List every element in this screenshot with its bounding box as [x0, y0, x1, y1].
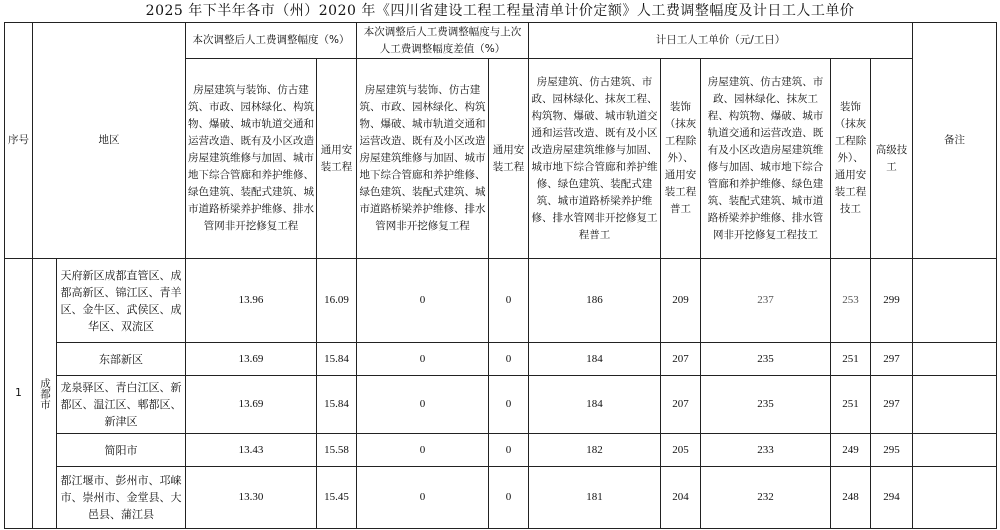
cell-daily-general: 184 — [529, 376, 661, 434]
cell-senior: 295 — [871, 434, 913, 467]
cell-diff-housing: 0 — [357, 434, 489, 467]
header-adjustment-group: 本次调整后人工费调整幅度（%） — [186, 23, 357, 59]
header-daily-wage-group: 计日工人工单价（元/工日） — [529, 23, 913, 59]
cell-deco-general: 207 — [661, 376, 701, 434]
table-row — [5, 259, 997, 343]
header-adj-housing: 房屋建筑与装饰、仿古建筑、市政、园林绿化、构筑物、爆破、城市轨道交通和运营改造、既有及小区改造房屋建筑维修与加固、城市地下综合管廊和养护维修、绿色建筑、装配式建筑、城市道路桥梁养护维修、排水管网非开挖修复工程 — [186, 59, 317, 259]
cell-senior: 299 — [871, 259, 913, 343]
cell-deco-skilled: 251 — [831, 376, 871, 434]
cell-adj-install: 15.84 — [317, 376, 357, 434]
cell-remark — [913, 259, 997, 343]
cell-senior: 297 — [871, 343, 913, 376]
cell-adj-install: 15.45 — [317, 467, 357, 529]
cell-daily-skilled: 235 — [701, 376, 831, 434]
cell-adj-housing: 13.30 — [186, 467, 317, 529]
cell-remark — [913, 467, 997, 529]
header-difference-group: 本次调整后人工费调整幅度与上次人工费调整幅度差值（%） — [357, 23, 529, 59]
table-row — [5, 434, 997, 467]
row-region: 天府新区成都直管区、成都高新区、锦江区、青羊区、金牛区、武侯区、成华区、双流区 — [57, 259, 186, 343]
row-city: 成都市 — [33, 259, 57, 529]
cell-daily-general: 186 — [529, 259, 661, 343]
header-region: 地区 — [33, 23, 186, 259]
header-row-groups — [5, 23, 997, 59]
cell-diff-housing: 0 — [357, 467, 489, 529]
header-diff-install: 通用安装工程 — [489, 59, 529, 259]
cell-remark — [913, 376, 997, 434]
cell-diff-install: 0 — [489, 434, 529, 467]
labor-cost-table — [4, 22, 997, 529]
cell-deco-skilled: 251 — [831, 343, 871, 376]
cell-remark — [913, 434, 997, 467]
cell-deco-general: 209 — [661, 259, 701, 343]
cell-daily-general: 182 — [529, 434, 661, 467]
cell-daily-skilled: 235 — [701, 343, 831, 376]
row-region: 龙泉驿区、青白江区、新都区、温江区、郫都区、新津区 — [57, 376, 186, 434]
cell-diff-housing: 0 — [357, 259, 489, 343]
cell-adj-install: 15.58 — [317, 434, 357, 467]
cell-senior: 297 — [871, 376, 913, 434]
cell-diff-install: 0 — [489, 259, 529, 343]
cell-senior: 294 — [871, 467, 913, 529]
cell-daily-general: 184 — [529, 343, 661, 376]
cell-adj-housing: 13.43 — [186, 434, 317, 467]
cell-deco-general: 205 — [661, 434, 701, 467]
header-remark: 备注 — [913, 23, 997, 259]
cell-deco-skilled: 249 — [831, 434, 871, 467]
cell-adj-housing: 13.96 — [186, 259, 317, 343]
header-adj-install: 通用安装工程 — [317, 59, 357, 259]
cell-adj-install: 15.84 — [317, 343, 357, 376]
table-row — [5, 467, 997, 529]
cell-deco-skilled: 248 — [831, 467, 871, 529]
cell-deco-skilled: 253 — [831, 259, 871, 343]
table-row — [5, 376, 997, 434]
table-row — [5, 343, 997, 376]
cell-diff-install: 0 — [489, 467, 529, 529]
cell-adj-housing: 13.69 — [186, 343, 317, 376]
table-title: 2025 年下半年各市（州）2020 年《四川省建设工程工程量清单计价定额》人工费调整幅度及计日工人工单价 — [145, 3, 855, 19]
cell-adj-housing: 13.69 — [186, 376, 317, 434]
row-region: 都江堰市、彭州市、邛崃市、崇州市、金堂县、大邑县、蒲江县 — [57, 467, 186, 529]
cell-daily-skilled: 232 — [701, 467, 831, 529]
cell-diff-housing: 0 — [357, 376, 489, 434]
cell-daily-skilled: 237 — [701, 259, 831, 343]
cell-deco-general: 207 — [661, 343, 701, 376]
row-region: 东部新区 — [57, 343, 186, 376]
header-deco-skilled: 装饰（抹灰工程除外）、通用安装工程技工 — [831, 59, 871, 259]
header-diff-housing: 房屋建筑与装饰、仿古建筑、市政、园林绿化、构筑物、爆破、城市轨道交通和运营改造、既有及小区改造房屋建筑维修与加固、城市地下综合管廊和养护维修、绿色建筑、装配式建筑、城市道路桥梁养护维修、排水管网非开挖修复工程 — [357, 59, 489, 259]
header-daily-general: 房屋建筑、仿古建筑、市政、园林绿化、抹灰工程、构筑物、爆破、城市轨道交通和运营改造、既有及小区改造房屋建筑维修与加固、城市地下综合管廊和养护维修、绿色建筑、装配式建筑、城市道路桥梁养护维修、排水管网非开挖修复工程普工 — [529, 59, 661, 259]
cell-daily-general: 181 — [529, 467, 661, 529]
header-seq: 序号 — [5, 23, 33, 259]
header-daily-skilled: 房屋建筑、仿古建筑、市政、园林绿化、抹灰工程、构筑物、爆破、城市轨道交通和运营改造、既有及小区改造房屋建筑维修与加固、城市地下综合管廊和养护维修、绿色建筑、装配式建筑、城市道路桥梁养护维修、排水管网非开挖修复工程技工 — [701, 59, 831, 259]
header-deco-general: 装饰（抹灰工程除外）、通用安装工程普工 — [661, 59, 701, 259]
cell-daily-skilled: 233 — [701, 434, 831, 467]
cell-deco-general: 204 — [661, 467, 701, 529]
cell-diff-install: 0 — [489, 376, 529, 434]
cell-remark — [913, 343, 997, 376]
cell-diff-install: 0 — [489, 343, 529, 376]
row-seq: 1 — [5, 259, 33, 529]
row-region: 简阳市 — [57, 434, 186, 467]
cell-adj-install: 16.09 — [317, 259, 357, 343]
cell-diff-housing: 0 — [357, 343, 489, 376]
header-senior: 高级技工 — [871, 59, 913, 259]
